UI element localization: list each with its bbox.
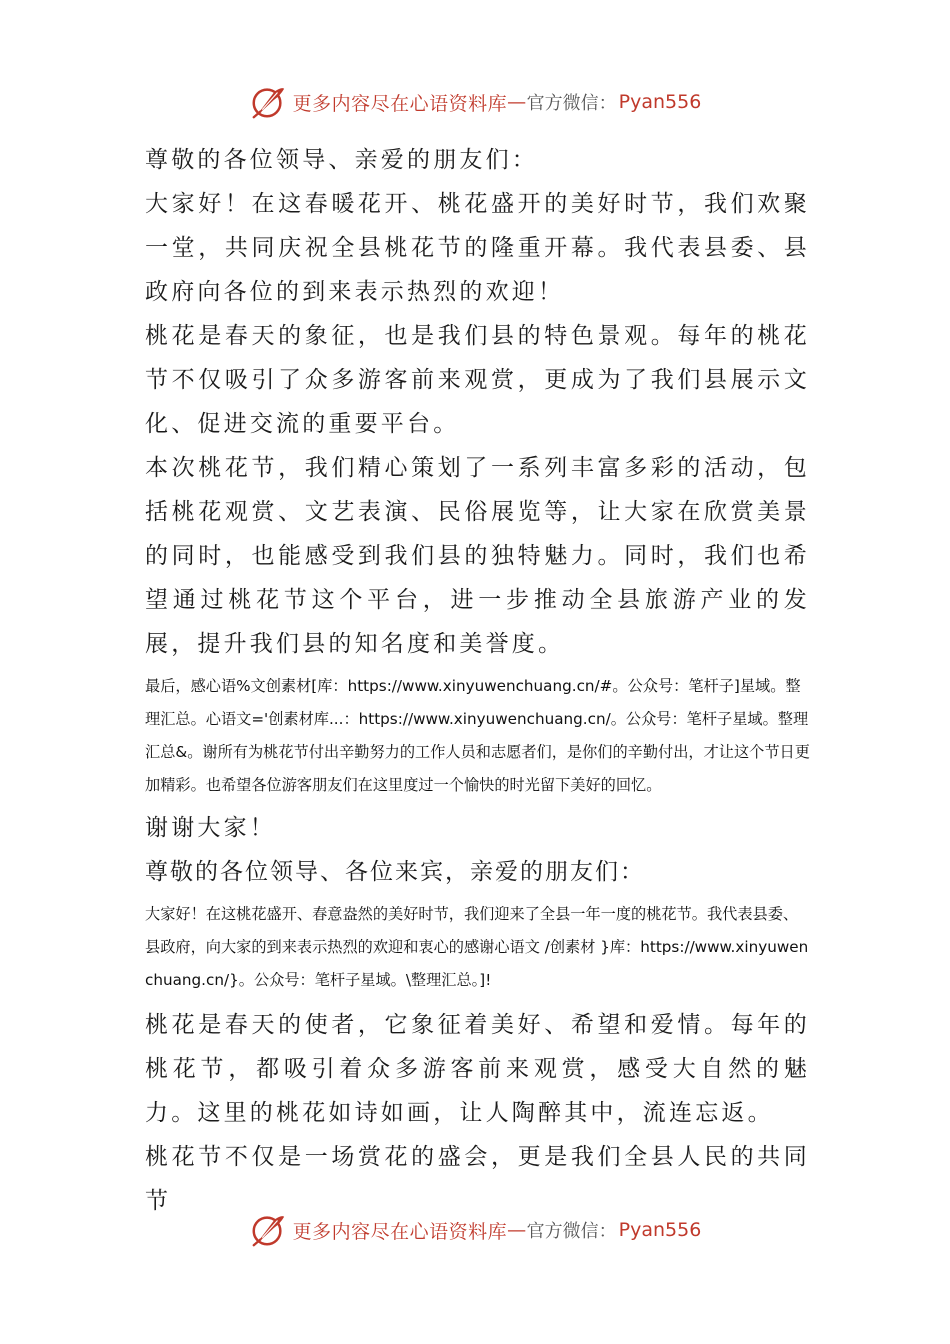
feather-pen-icon [249,83,287,121]
paragraph-small: 最后，感心语%文创素材[库：https://www.xinyuwenchuang.cn/#。公众号：笔杆子]星域。整理汇总。心语文='创素材库...：https://www.xinyuwenchuang.cn/。公众号：笔杆子星域。整理汇总&。谢所有为桃花节付出辛勤努力的工作人员和志愿者们，是你们的辛勤付出，才让这个节日更加精彩。也希望各位游客朋友们在这里度过一个愉快的时光留下美好的回忆。 [145,677,810,794]
paragraph: 桃花是春天的使者，它象征着美好、希望和爱情。每年的桃花节，都吸引着众多游客前来观赏，感受大自然的魅力。这里的桃花如诗如画，让人陶醉其中，流连忘返。 [145,1012,810,1126]
paragraph: 大家好！在这春暖花开、桃花盛开的美好时节，我们欢聚一堂，共同庆祝全县桃花节的隆重开幕。我代表县委、县政府向各位的到来表示热烈的欢迎！ [145,191,810,305]
watermark-wechat-id: Pyan556 [618,91,702,113]
watermark-brand: 更多内容尽在心语资料库 [292,1220,508,1243]
feather-pen-icon [249,1211,287,1249]
watermark-separator: — [507,91,527,113]
watermark-wechat-label: 官方微信： [526,1221,617,1242]
document-body [145,138,810,1223]
closing-thanks: 谢谢大家！ [145,815,276,841]
salutation: 尊敬的各位领导、亲爱的朋友们： [145,147,538,173]
page-header-watermark [0,82,950,122]
watermark-separator: — [507,1219,527,1241]
paragraph: 本次桃花节，我们精心策划了一系列丰富多彩的活动，包括桃花观赏、文艺表演、民俗展览等，让大家在欣赏美景的同时，也能感受到我们县的独特魅力。同时，我们也希望通过桃花节这个平台，进一步推动全县旅游产业的发展，提升我们县的知名度和美誉度。 [145,455,810,657]
watermark-wechat-id: Pyan556 [618,1219,702,1241]
paragraph-small: 大家好！在这桃花盛开、春意盎然的美好时节，我们迎来了全县一年一度的桃花节。我代表县委、县政府，向大家的到来表示热烈的欢迎和衷心的感谢心语文 /创素材 }库：https://www.xinyuwenchuang.cn/}。公众号：笔杆子星域。\整理汇总。]! [145,905,809,989]
salutation: 尊敬的各位领导、各位来宾，亲爱的朋友们： [145,859,645,885]
page-footer-watermark [0,1210,950,1250]
paragraph: 桃花是春天的象征，也是我们县的特色景观。每年的桃花节不仅吸引了众多游客前来观赏，更成为了我们县展示文化、促进交流的重要平台。 [145,323,810,437]
watermark-wechat-label: 官方微信： [526,93,617,114]
watermark-brand: 更多内容尽在心语资料库 [292,92,508,115]
paragraph: 桃花节不仅是一场赏花的盛会，更是我们全县人民的共同节 [145,1144,810,1214]
